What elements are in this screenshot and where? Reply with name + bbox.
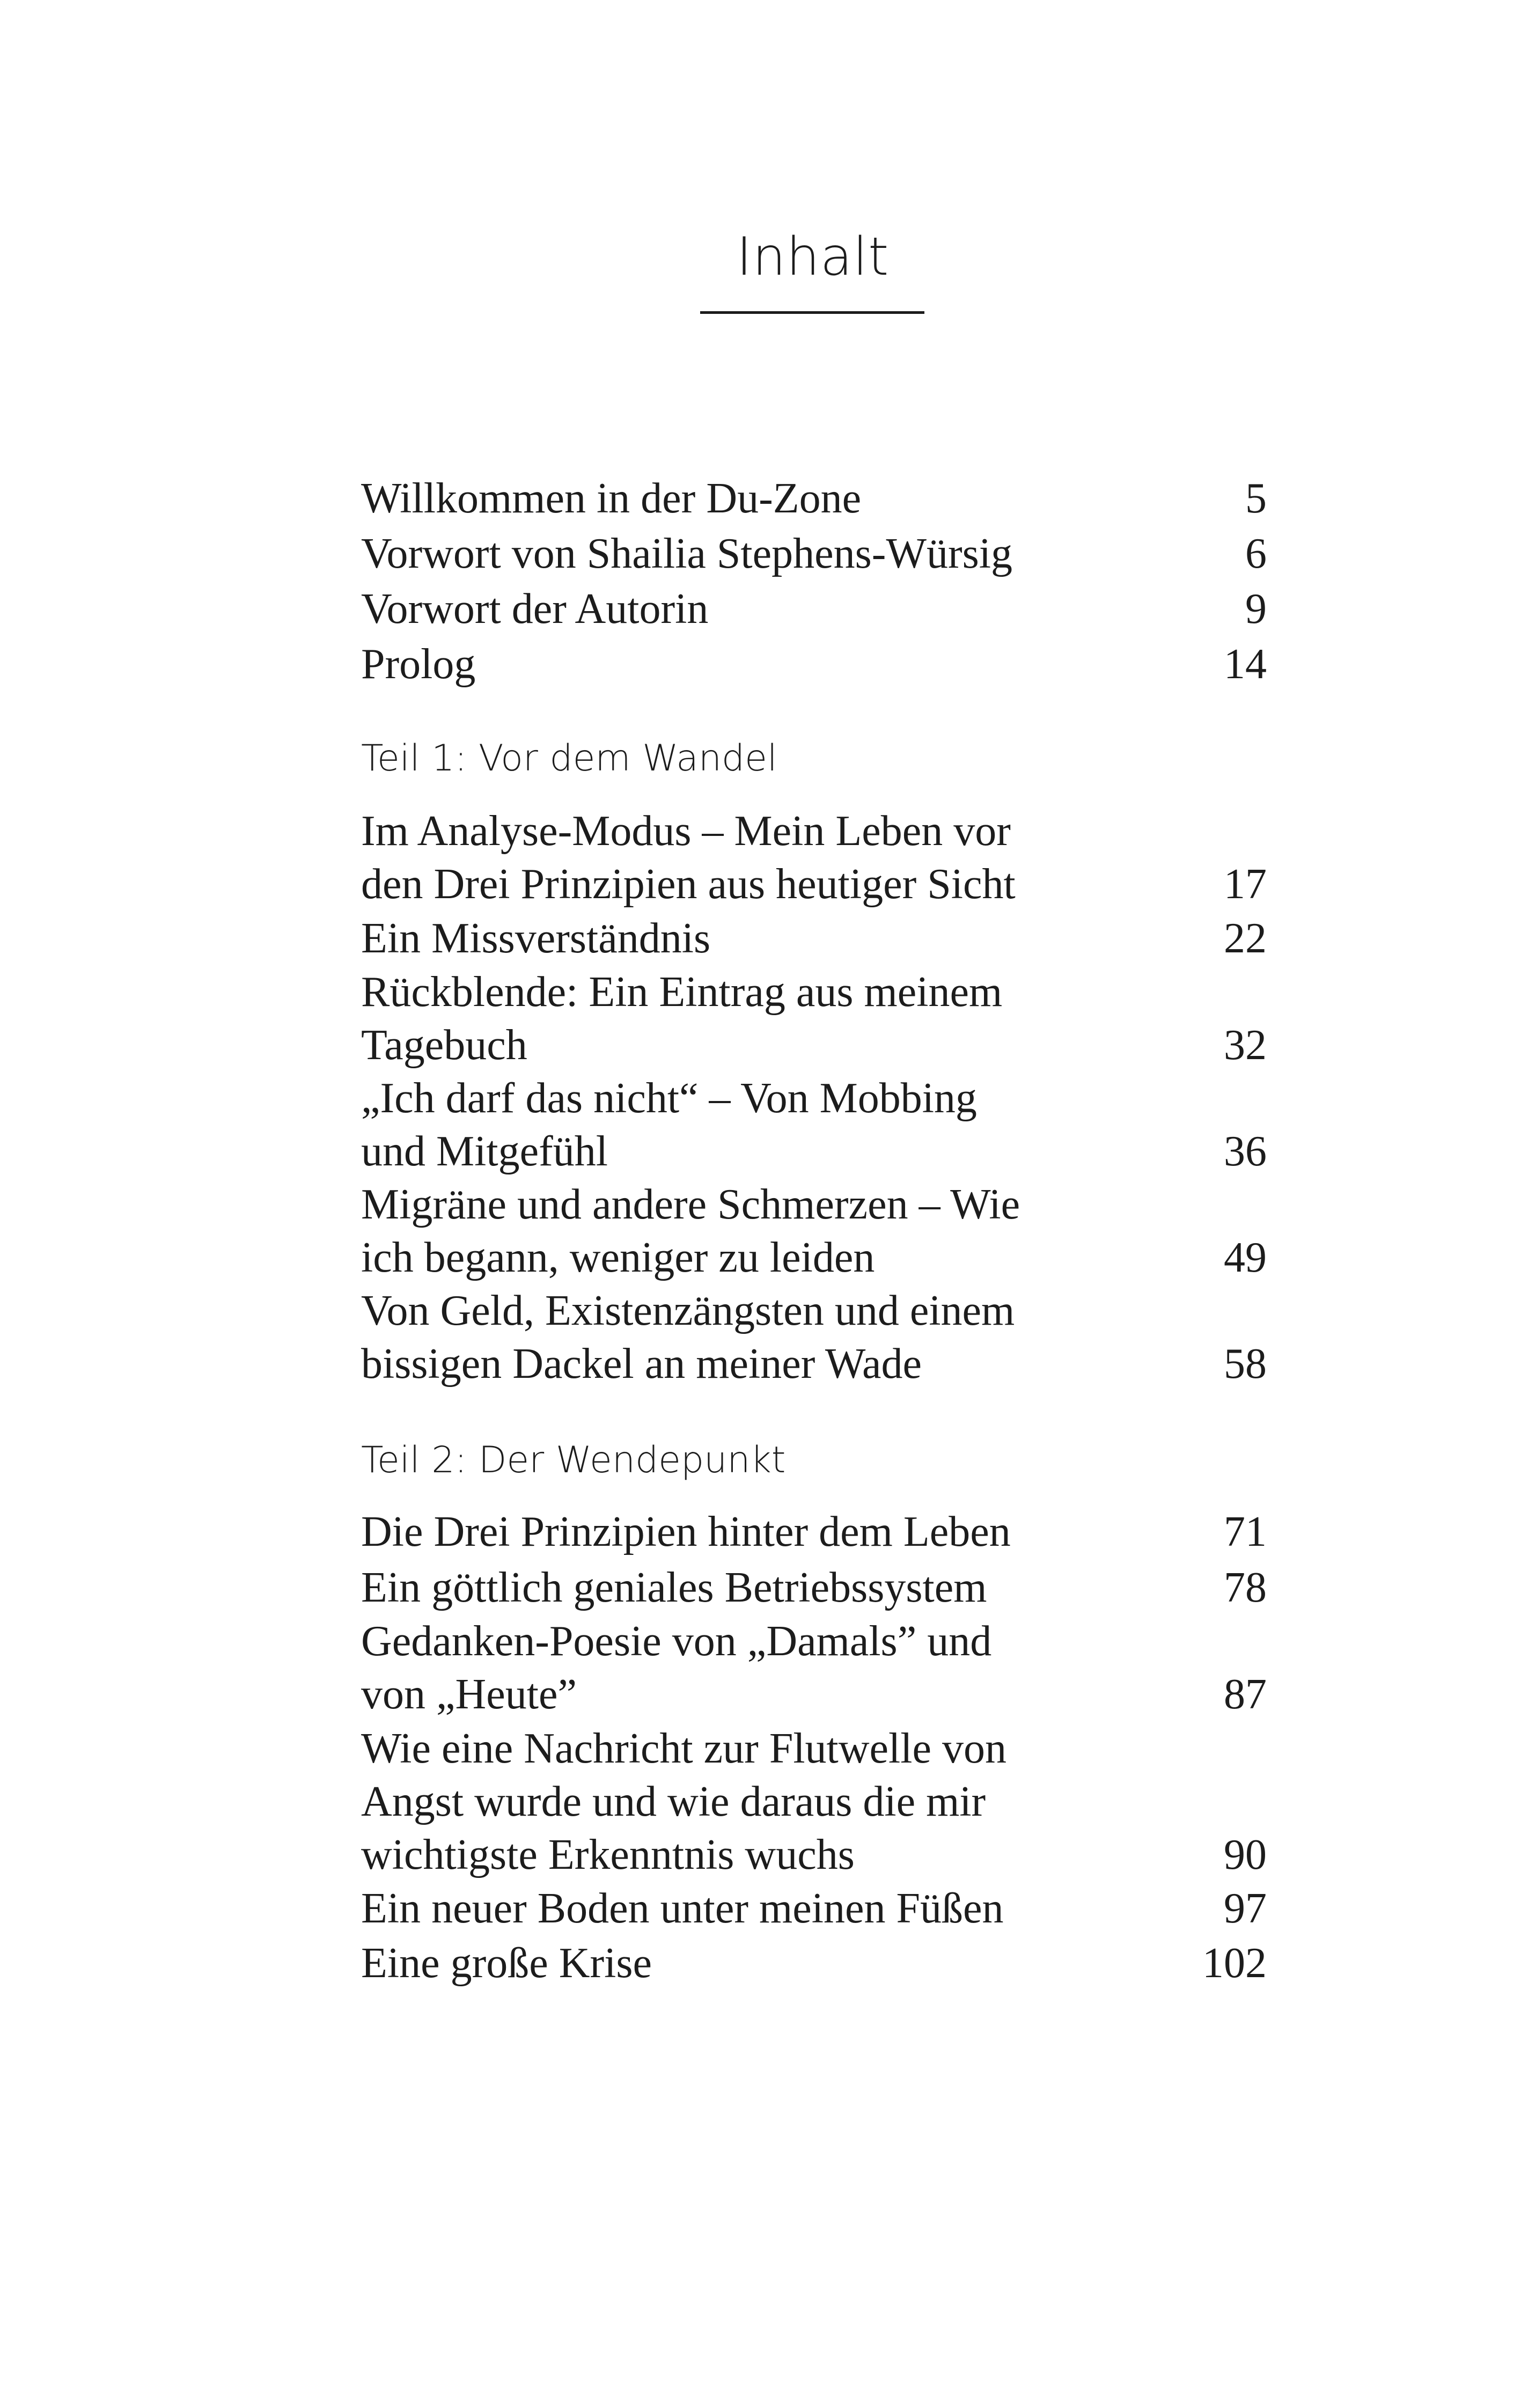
toc-page-number: 32 (1224, 1022, 1267, 1069)
toc-page-number: 58 (1224, 1340, 1267, 1387)
toc-page-number: 5 (1245, 475, 1267, 522)
toc-entry-label: Gedanken-Poesie von „Damals” und von „Heute” (361, 1618, 992, 1718)
toc-entry-geld[interactable] (361, 1284, 1267, 1391)
toc-page-number: 6 (1245, 530, 1267, 577)
toc-entry-label: Migräne und andere Schmerzen – Wie ich begann, weniger zu leiden (361, 1181, 1020, 1281)
toc-entry-label: Wie eine Nachricht zur Flutwelle von Angst wurde und wie daraus die mir wichtigste Erkenntnis wuchs (361, 1725, 1007, 1878)
toc-entry-missverstaendnis[interactable] (361, 912, 1267, 965)
toc-page-number: 9 (1245, 585, 1267, 633)
page-title: Inhalt (736, 226, 890, 288)
toc-entry-label: Rückblende: Ein Eintrag aus meinem Tagebuch (361, 968, 1003, 1069)
toc-page-number: 71 (1224, 1508, 1267, 1555)
toc-entry-drei-prinzipien[interactable] (361, 1506, 1267, 1559)
toc-entry-label: Prolog (361, 641, 476, 688)
toc-entry-neuer-boden[interactable] (361, 1882, 1267, 1935)
toc-page-number: 78 (1224, 1564, 1267, 1611)
toc-entry-willkommen[interactable] (361, 472, 1267, 525)
toc-entry-vorwort-stephens[interactable] (361, 527, 1267, 581)
toc-entry-prolog[interactable] (361, 638, 1267, 691)
toc-page-number: 22 (1224, 915, 1267, 962)
toc-entry-analyse-modus[interactable] (361, 805, 1267, 911)
toc-entry-label: Die Drei Prinzipien hinter dem Leben (361, 1508, 1011, 1555)
toc-page-number: 97 (1224, 1885, 1267, 1932)
toc-entry-migraene[interactable] (361, 1178, 1267, 1284)
toc-entry-betriebssystem[interactable] (361, 1561, 1267, 1614)
toc-entry-label: Im Analyse-Modus – Mein Leben vor den Drei Prinzipien aus heutiger Sicht (361, 807, 1016, 908)
section-heading-part-1: Teil 1: Vor dem Wandel (361, 737, 777, 780)
toc-entry-label: Willkommen in der Du-Zone (361, 475, 862, 522)
toc-entry-rueckblende[interactable] (361, 966, 1267, 1072)
toc-entry-label: Vorwort der Autorin (361, 585, 709, 633)
toc-entry-label: Ein neuer Boden unter meinen Füßen (361, 1885, 1004, 1932)
section-heading-part-2: Teil 2: Der Wendepunkt (361, 1439, 786, 1481)
toc-entry-gedanken-poesie[interactable] (361, 1615, 1267, 1721)
toc-page-number: 17 (1224, 861, 1267, 908)
toc-entry-label: Ein Missverständnis (361, 915, 711, 962)
toc-entry-grosse-krise[interactable] (361, 1937, 1267, 1990)
toc-entry-label: Von Geld, Existenzängsten und einem bissigen Dackel an meiner Wade (361, 1287, 1015, 1387)
toc-page-number: 36 (1224, 1128, 1267, 1175)
toc-entry-label: Ein göttlich geniales Betriebssystem (361, 1564, 987, 1611)
toc-entry-vorwort-autorin[interactable] (361, 583, 1267, 636)
toc-entry-mobbing[interactable] (361, 1072, 1267, 1178)
toc-entry-label: „Ich darf das nicht“ – Von Mobbing und Mitgefühl (361, 1075, 977, 1175)
toc-entry-label: Vorwort von Shailia Stephens-Würsig (361, 530, 1012, 577)
toc-entry-flutwelle[interactable] (361, 1722, 1267, 1882)
toc-page-number: 49 (1224, 1234, 1267, 1281)
toc-page-number: 90 (1224, 1831, 1267, 1878)
table-of-contents (361, 0, 1267, 2408)
toc-entry-label: Eine große Krise (361, 1940, 652, 1987)
toc-page-number: 102 (1202, 1940, 1267, 1987)
toc-page-number: 87 (1224, 1671, 1267, 1718)
toc-page-number: 14 (1224, 641, 1267, 688)
